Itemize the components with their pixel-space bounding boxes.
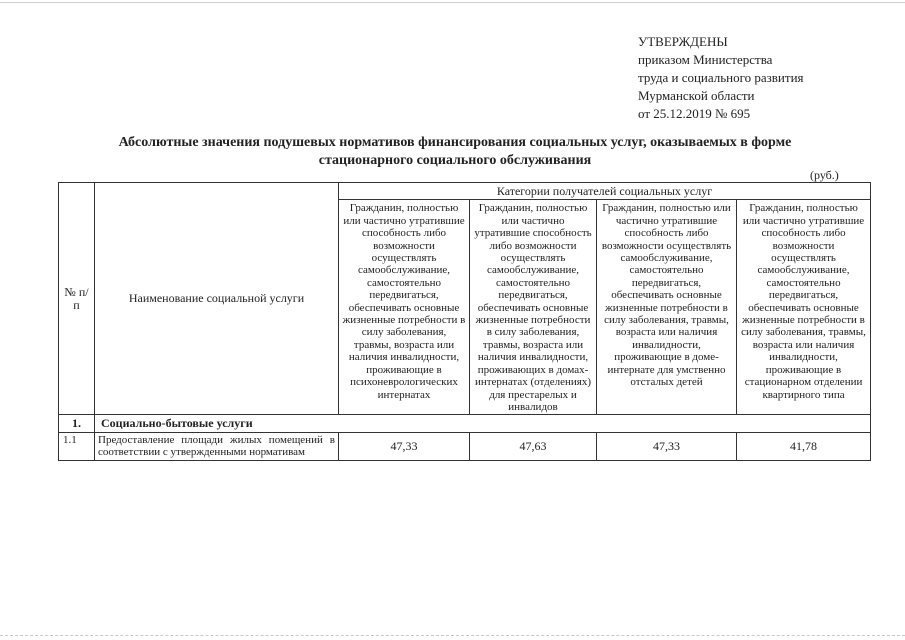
item-value: 47,63 [470,432,597,460]
document-title [60,134,850,170]
header-num: № п/п [59,183,95,415]
approval-line: приказом Министерства [638,52,773,67]
page-edge-top [0,2,905,3]
document-title-line-1: Абсолютные значения подушевых нормативов финансирования социальных услуг, оказываемых в форме [118,135,792,150]
header-service-name: Наименование социальной услуги [95,183,339,415]
unit-label: (руб.) [810,168,839,182]
item-num: 1.1 [59,432,95,460]
document-title-line-2: стационарного социального обслуживания [318,153,592,168]
header-category: Гражданин, полностью или частично утратившие способность либо возможности осуществлять самообслуживание, самостоятельно передвигаться, обеспечивать основные жизненные потребности в силу заболевания, травмы, возраста или наличия инвалидности, проживающие в психоневрологических интернатах [339,200,470,415]
approval-line: Мурманской области [638,88,755,103]
approval-line: УТВЕРЖДЕНЫ [638,34,728,49]
section-title: Социально-бытовые услуги [95,415,871,432]
table-header-row [59,183,871,200]
approval-line: от 25.12.2019 № 695 [638,106,751,121]
approval-block [638,33,898,123]
services-table [58,182,871,461]
item-name: Предоставление площади жилых помещений в соответствии с утвержденными нормативам [95,432,339,460]
section-num: 1. [59,415,95,432]
approval-line: труда и социального развития [638,70,804,85]
header-category: Гражданин, полностью или частично утратившие способность либо возможности осуществлять самообслуживание, самостоятельно передвигаться, обеспечивать основные жизненные потребности в силу заболевания, травмы, возраста или наличия инвалидности, проживающих в домах-интернатах (отделениях) для престарелых и инвалидов [470,200,597,415]
table-row [59,432,871,460]
header-category: Гражданин, полностью или частично утратившие способность либо возможности осуществлять самообслуживание, самостоятельно передвигаться, обеспечивать основные жизненные потребности в силу заболевания, травмы, возраста или наличия инвалидности, проживающие в стационарном отделении квартирного типа [737,200,871,415]
page-edge-bottom [0,635,905,636]
item-value: 47,33 [597,432,737,460]
section-row [59,415,871,432]
header-categories-title: Категории получателей социальных услуг [339,183,871,200]
item-value: 41,78 [737,432,871,460]
header-category: Гражданин, полностью или частично утратившие способность либо возможности осуществлять самообслуживание, самостоятельно передвигаться, обеспечивать основные жизненные потребности в силу заболевания, травмы, возраста или наличия инвалидности, проживающие в доме-интернате для умственно отсталых детей [597,200,737,415]
item-value: 47,33 [339,432,470,460]
